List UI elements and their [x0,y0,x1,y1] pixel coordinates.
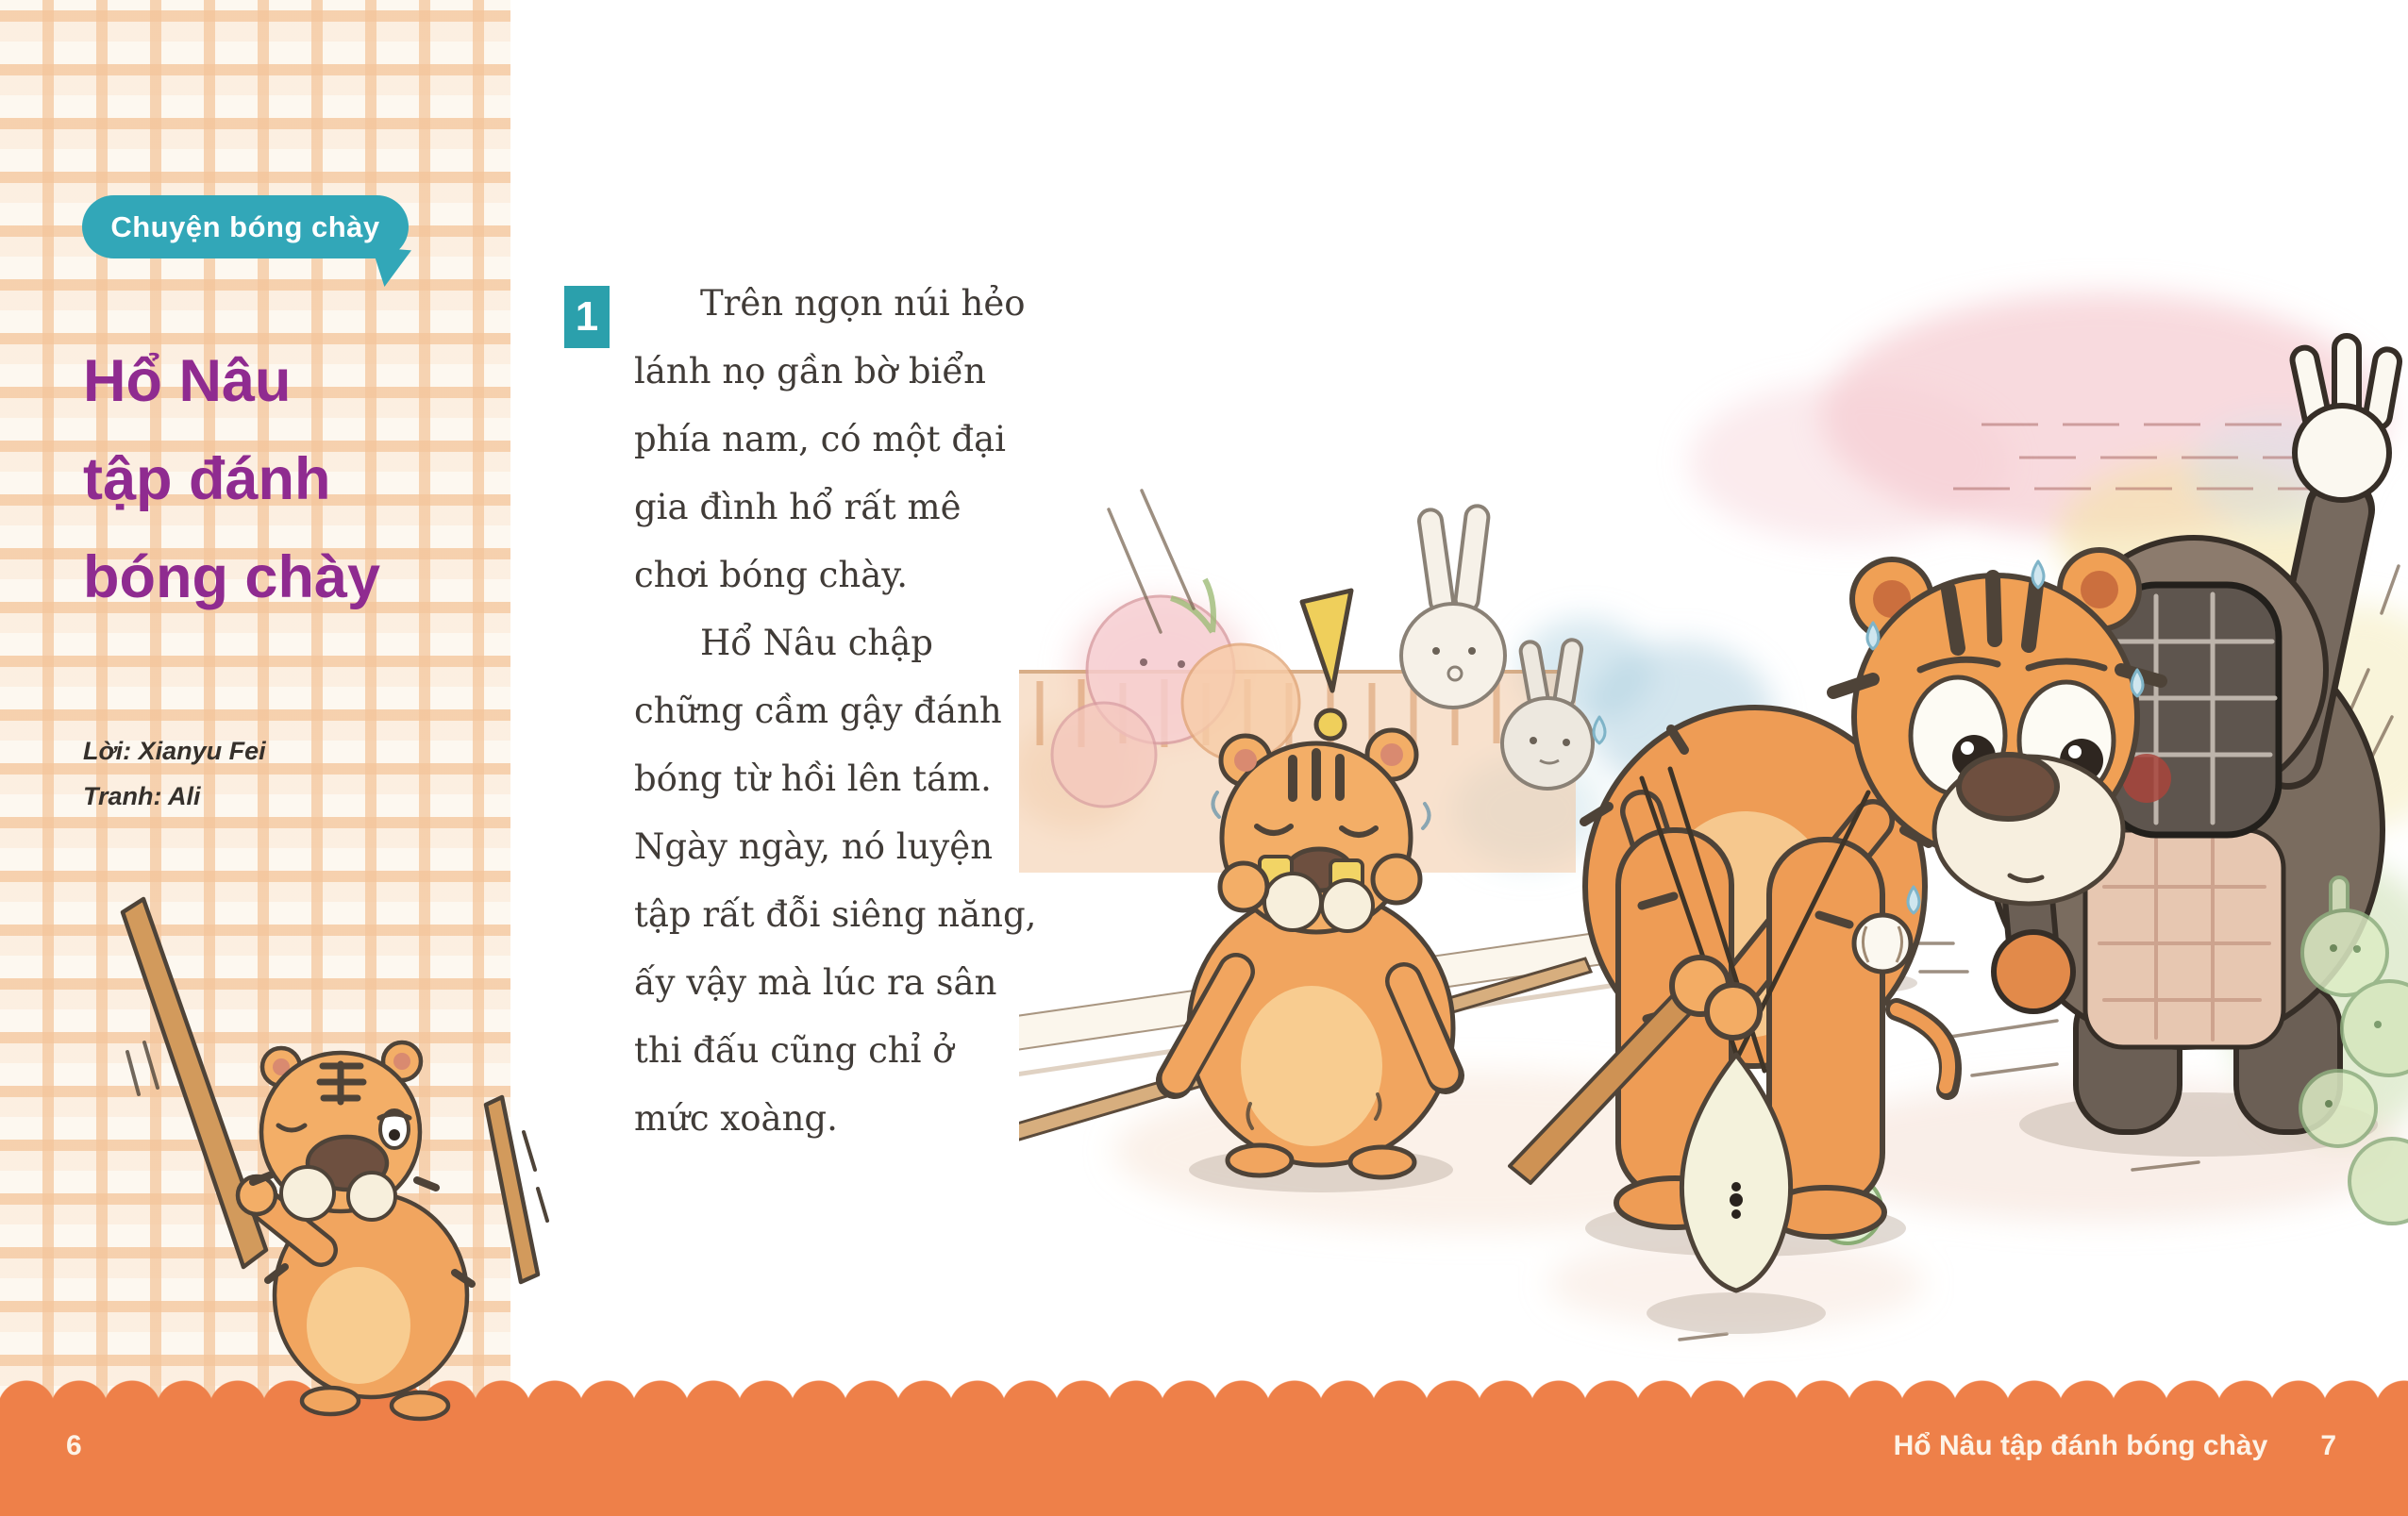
section-number: 1 [575,293,599,340]
story-line: phía nam, có một đại [634,419,1006,459]
chapter-title-line: tập đánh [83,446,331,512]
credits [83,728,266,819]
story-line: mức xoàng. [634,1098,838,1139]
credit-line: Tranh: Ali [83,782,201,810]
baseball [1854,915,1911,972]
running-title: Hổ Nâu tập đánh bóng chày [1893,1430,2268,1461]
story-line: chơi bóng chày. [634,555,909,595]
story-line: tập rất đỗi siêng năng, [634,894,1037,935]
footer-right [1894,1430,2336,1462]
bunny-white [1401,505,1505,708]
section-number-badge [564,286,610,348]
series-badge [82,195,409,258]
story-line: lánh nọ gần bờ biển [634,351,986,391]
page-number-left: 6 [66,1430,82,1461]
series-badge-label: Chuyện bóng chày [110,209,380,243]
story-line: Hổ Nâu chập [700,623,933,663]
mascot-tiger-illustration [47,891,557,1439]
three-finger-glove [2290,336,2401,500]
page-number-right: 7 [2320,1430,2336,1461]
chapter-title-line: bóng chày [83,544,381,610]
story-line: gia đình hổ rất mê [634,487,962,527]
story-line: Ngày ngày, nó luyện [634,826,994,867]
story-text [634,270,1078,1153]
story-line: Trên ngọn núi hẻo [700,283,1026,324]
main-illustration [1019,226,2408,1377]
chapter-title [83,332,380,626]
chapter-title-line: Hổ Nâu [83,348,292,414]
credit-line: Lời: Xianyu Fei [83,737,266,765]
story-line: thi đấu cũng chỉ ở [634,1030,954,1071]
story-line: bóng từ hồi lên tám. [634,758,992,799]
story-line: chững cầm gậy đánh [634,691,1002,731]
story-line: ấy vậy mà lúc ra sân [634,962,997,1003]
